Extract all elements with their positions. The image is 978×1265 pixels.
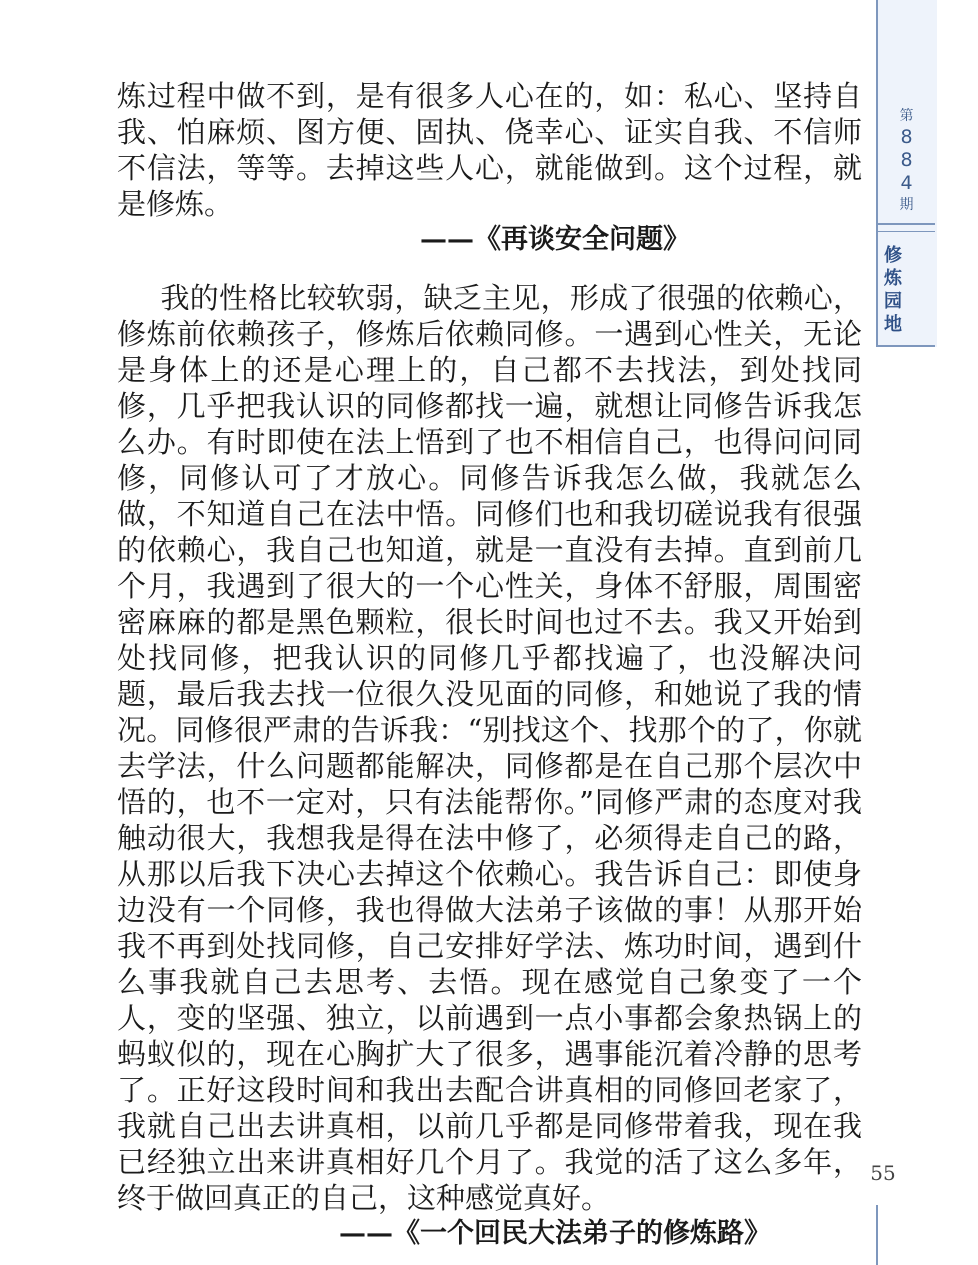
issue-number [878,106,935,215]
issue-digit: 8 [900,149,913,171]
issue-suffix: 期 [899,197,914,213]
sidebar-divider [878,345,935,347]
source-citation: ——《一个回民大法弟子的修炼路》 [339,1218,771,1249]
article-body [117,78,862,1252]
section-title [878,244,908,336]
section-char: 修 [884,245,902,266]
sidebar-divider [878,223,935,225]
paragraph: 炼过程中做不到，是有很多人心在的，如：私心、坚持自我、怕麻烦、图方便、固执、侥幸心、证实自我、不信师不信法，等等。去掉这些人心，就能做到。这个过程，就是修炼。 [117,79,862,221]
paragraph: 我的性格比较软弱，缺乏主见，形成了很强的依赖心，修炼前依赖孩子，修炼后依赖同修。一遇到心性关，无论是身体上的还是心理上的，自己都不去找法，到处找同修，几乎把我认识的同修都找一遍，就想让同修告诉我怎么办。有时即使在法上悟到了也不相信自己，也得问问同修，同修认可了才放心。同修告诉我怎么做，我就怎么做，不知道自己在法中悟。同修们也和我切磋说我有很强的依赖心，我自己也知道，就是一直没有去掉。直到前几个月，我遇到了很大的一个心性关，身体不舒服，周围密密麻麻的都是黑色颗粒，很长时间也过不去。我又开始到处找同修，把我认识的同修几乎都找遍了，也没解决问题，最后我去找一位很久没见面的同修，和她说了我的情况。同修很严肃的告诉我：“别找这个、找那个的了，你就去学法，什么问题都能解决，同修都是在自己那个层次中悟的，也不一定对，只有法能帮你。”同修严肃的态度对我触动很大，我想我是得在法中修了，必须得走自己的路，从那以后我下决心去掉这个依赖心。我告诉自己：即使身边没有一个同修，我也得做大法弟子该做的事！从那开始我不再到处找同修，自己安排好学法、炼功时间，遇到什么事我就自己去思考、去悟。现在感觉自己象变了一个人，变的坚强、独立，以前遇到一点小事都会象热锅上的蚂蚁似的，现在心胸扩大了很多，遇事能沉着冷静的思考了。正好这段时间和我出去配合讲真相的同修回老家了，我就自己出去讲真相，以前几乎都是同修带着我，现在我已经独立出来讲真相好几个月了。我觉的活了这么多年，终于做回真正的自己，这种感觉真好。 [117,281,862,1215]
source-citation: ——《再谈安全问题》 [420,224,690,255]
issue-digit: 4 [900,172,913,194]
sidebar-bottom-rule [876,1205,878,1265]
section-char: 炼 [884,268,902,289]
section-char: 地 [884,314,902,335]
issue-prefix: 第 [899,108,914,124]
page-number: 55 [870,1161,896,1185]
sidebar-divider [878,231,935,232]
section-char: 园 [884,291,902,312]
issue-digit: 8 [900,126,913,148]
